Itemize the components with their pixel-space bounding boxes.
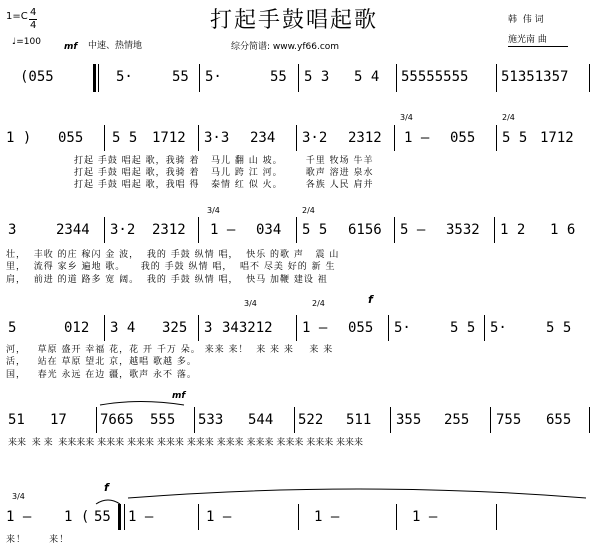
row3-seg7: 055	[348, 320, 374, 336]
meter-2-4: 2/4	[502, 113, 515, 122]
meter-3-4: 3/4	[12, 492, 25, 501]
row4-lyric: 来来 来 来 来来来来 来来来 来来来 来来来 来来来 来来来 来来来 来来来 来来来 来来来	[8, 438, 364, 448]
row5-seg0: 1 –	[6, 509, 32, 525]
row1-seg2: 5 5	[112, 130, 138, 146]
meter-3-4: 3/4	[207, 206, 220, 215]
row4-seg5: 544	[248, 412, 274, 428]
row4-seg10: 755	[496, 412, 522, 428]
row5-seg6: 1 –	[412, 509, 438, 525]
row2-seg3: 2312	[152, 222, 186, 238]
row1-seg1: 055	[58, 130, 84, 146]
row2-seg4: 1 –	[210, 222, 236, 238]
row2-lyric-1: 壮， 丰收 的庄 稼闪 金 波， 我的 手鼓 纵情 唱， 快乐 的歌 声 震 山	[6, 250, 340, 260]
row5-seg4: 1 –	[206, 509, 232, 525]
row2-lyric-3: 肩， 前进 的道 路多 宽 阔。 我的 手鼓 纵情 唱， 快马 加鞭 建设 祖	[6, 275, 328, 285]
row3-seg9: 5 5	[450, 320, 476, 336]
row2-seg0: 3	[8, 222, 17, 238]
row4-seg3: 555	[150, 412, 176, 428]
meter-3-4: 3/4	[244, 299, 257, 308]
row2-seg9: 3532	[446, 222, 480, 238]
row0-seg4: 55	[270, 69, 287, 85]
tempo-marking: ♩=100	[12, 37, 41, 47]
row1-seg0: 1 )	[6, 130, 32, 146]
row0-seg6: 5 4	[354, 69, 380, 85]
row3-lyric-3: 国， 春光 永远 在边 疆，歌声 永不 落。	[6, 370, 197, 380]
row2-seg2: 3·2	[110, 222, 136, 238]
row2-seg10: 1 2	[500, 222, 526, 238]
row1-seg6: 3·2	[302, 130, 328, 146]
row3-seg4: 3	[204, 320, 213, 336]
forte-marking: f	[368, 293, 373, 306]
row1-seg7: 2312	[348, 130, 382, 146]
lyricist-credit: 韩 伟 词	[508, 15, 544, 25]
row3-seg10: 5·	[490, 320, 507, 336]
row3-seg6: 1 –	[302, 320, 328, 336]
row1-seg4: 3·3	[204, 130, 230, 146]
meter-2-4: 2/4	[302, 206, 315, 215]
forte-marking: f	[104, 481, 109, 494]
row1-seg11: 1712	[540, 130, 574, 146]
row0-seg0: (055	[20, 69, 54, 85]
time-signature-denominator: 4	[30, 20, 37, 31]
row4-seg9: 255	[444, 412, 470, 428]
row2-seg11: 1 6	[550, 222, 576, 238]
row4-seg1: 17	[50, 412, 67, 428]
row2-seg7: 6156	[348, 222, 382, 238]
row3-lyric-1: 河， 草原 盛开 幸福 花，花 开 千万 朵。 来来 来！ 来 来 来 来 来	[6, 345, 334, 355]
row2-seg1: 2344	[56, 222, 90, 238]
row1-lyric-2: 打起 手鼓 唱起 歌，我骑 着 马儿 跨 江 河。 歌声 溶进 泉水	[74, 168, 374, 178]
row5-seg3: 1 –	[128, 509, 154, 525]
row4-seg7: 511	[346, 412, 372, 428]
row1-seg3: 1712	[152, 130, 186, 146]
composer-credit: 施光南 曲	[508, 35, 547, 45]
row4-seg6: 522	[298, 412, 324, 428]
row5-seg5: 1 –	[314, 509, 340, 525]
row3-seg0: 5	[8, 320, 17, 336]
row1-lyric-1: 打起 手鼓 唱起 歌，我骑 着 马儿 翻 山 坡。 千里 牧场 牛羊	[74, 156, 374, 166]
row5-seg1: 1 (	[64, 509, 90, 525]
row3-seg5: 343212	[222, 320, 273, 336]
row1-seg8: 1 –	[404, 130, 430, 146]
dynamic-mf: mf	[64, 42, 78, 52]
mf-marking: mf	[172, 391, 186, 401]
row0-seg8: 51351357	[501, 69, 569, 85]
row3-seg2: 3 4	[110, 320, 136, 336]
row4-seg11: 655	[546, 412, 572, 428]
website-credit: 综分简谱: www.yf66.com	[231, 42, 340, 52]
row4-seg8: 355	[396, 412, 422, 428]
meter-3-4: 3/4	[400, 113, 413, 122]
meter-2-4: 2/4	[312, 299, 325, 308]
row3-seg8: 5·	[394, 320, 411, 336]
row4-seg0: 51	[8, 412, 25, 428]
row3-seg11: 5 5	[546, 320, 572, 336]
row1-seg5: 234	[250, 130, 276, 146]
row3-seg1: 012	[64, 320, 90, 336]
row5-seg2: 55	[94, 509, 111, 525]
row0-seg2: 55	[172, 69, 189, 85]
row4-seg2: 7665	[100, 412, 134, 428]
row3-seg3: 325	[162, 320, 188, 336]
row0-seg5: 5 3	[304, 69, 330, 85]
row2-seg6: 5 5	[302, 222, 328, 238]
row2-seg5: 034	[256, 222, 282, 238]
row5-lyric: 来！ 来！	[6, 535, 70, 545]
row0-seg7: 55555555	[401, 69, 469, 85]
expression-text: 中速、热情地	[88, 41, 143, 51]
song-title: 打起手鼓唱起歌	[210, 8, 379, 33]
row1-lyric-3: 打起 手鼓 唱起 歌，我唱 得 泰情 红 似 火。 各族 人民 肩并	[74, 180, 374, 190]
row4-seg4: 533	[198, 412, 224, 428]
row1-seg9: 055	[450, 130, 476, 146]
row1-seg10: 5 5	[502, 130, 528, 146]
row2-lyric-2: 里， 流得 家乡 遍地 歌。 我的 手鼓 纵情 唱， 唱不 尽美 好的 新 生	[6, 262, 336, 272]
time-signature-numerator: 4	[30, 7, 37, 18]
row3-lyric-2: 活， 站在 草原 望北 京，越唱 歌越 多。	[6, 357, 197, 367]
row2-seg8: 5 –	[400, 222, 426, 238]
key-signature: 1=C	[6, 11, 28, 22]
row0-seg1: 5·	[116, 69, 133, 85]
row0-seg3: 5·	[205, 69, 222, 85]
